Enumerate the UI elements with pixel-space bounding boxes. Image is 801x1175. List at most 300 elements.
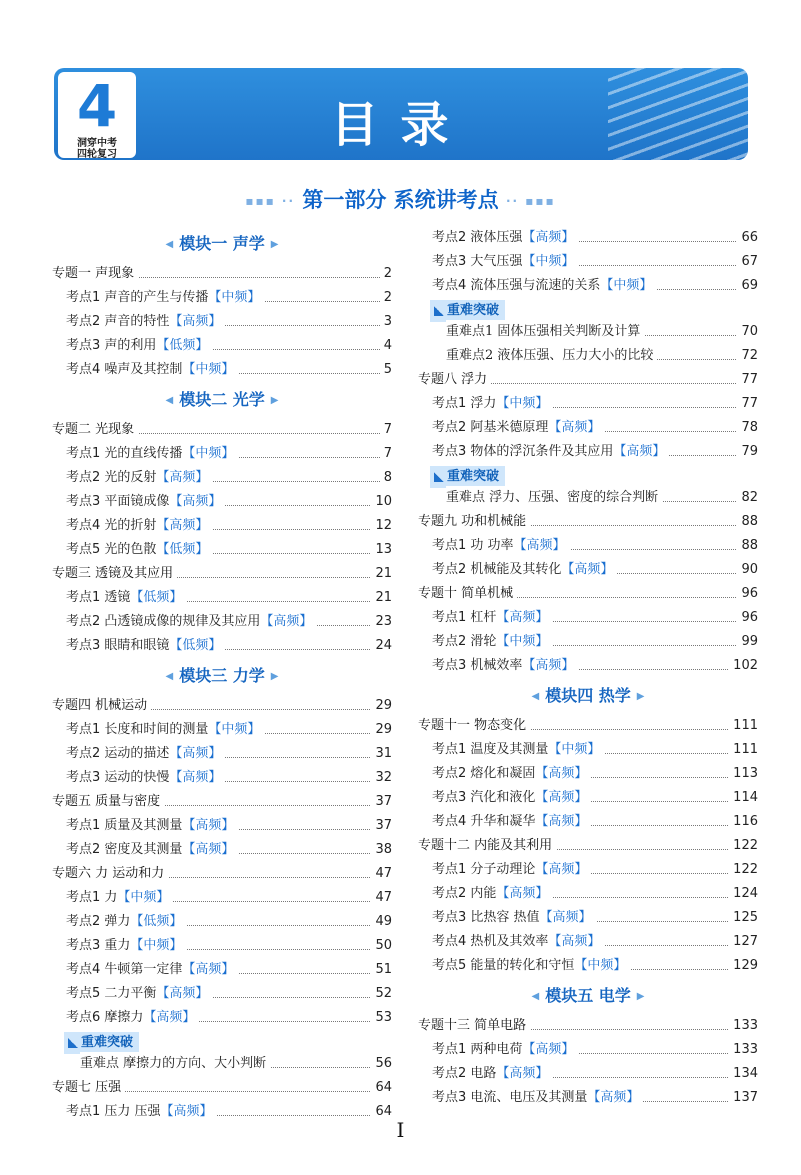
left-arrow-icon: ◀	[165, 670, 174, 682]
entry-page-number: 37	[371, 814, 392, 838]
frequency-tag: 【高频】	[535, 862, 588, 877]
entry-label	[432, 1062, 552, 1086]
entry-text: 考点1 分子动理论	[432, 862, 536, 877]
entry-page-number: 111	[729, 714, 758, 738]
entry-text: 考点1 杠杆	[432, 610, 497, 625]
toc-point-entry[interactable]	[418, 250, 758, 274]
toc-point-entry[interactable]	[418, 858, 758, 882]
right-arrow-icon: ▶	[636, 990, 645, 1002]
frequency-tag: 【高频】	[548, 934, 601, 949]
entry-label	[52, 790, 164, 814]
entry-text: 考点3 声的利用	[66, 338, 157, 353]
entry-label	[66, 538, 212, 562]
toc-point-entry[interactable]	[52, 910, 392, 934]
module-heading	[52, 382, 392, 418]
entry-label	[432, 630, 552, 654]
entry-text: 考点3 重力	[66, 938, 131, 953]
entry-label	[66, 442, 238, 466]
entry-page-number: 64	[371, 1100, 392, 1124]
entry-label	[66, 514, 212, 538]
entry-page-number: 31	[371, 742, 392, 766]
chart-icon	[434, 472, 444, 482]
frequency-tag: 【高频】	[169, 746, 222, 761]
toc-difficulty-entry[interactable]	[418, 320, 758, 344]
entry-page-number: 133	[729, 1014, 758, 1038]
entry-text: 考点2 滑轮	[432, 634, 497, 649]
entry-page-number: 90	[737, 558, 758, 582]
entry-text: 考点4 牛顿第一定律	[66, 962, 183, 977]
toc-topic-entry[interactable]	[418, 714, 758, 738]
entry-label	[52, 562, 177, 586]
entry-page-number: 69	[737, 274, 758, 298]
toc-point-entry[interactable]	[418, 906, 758, 930]
chart-icon	[68, 1038, 78, 1048]
toc-difficulty-entry[interactable]	[52, 1052, 392, 1076]
entry-label	[66, 286, 264, 310]
entry-text: 考点1 两种电荷	[432, 1042, 523, 1057]
entry-page-number: 134	[729, 1062, 758, 1086]
frequency-tag: 【高频】	[143, 1010, 196, 1025]
toc-point-entry[interactable]	[52, 586, 392, 610]
entry-text: 专题十一 物态变化	[418, 718, 527, 733]
entry-text: 考点1 温度及其测量	[432, 742, 549, 757]
toc-point-entry[interactable]	[52, 982, 392, 1006]
key-difficulty-label: 重难突破	[447, 469, 500, 484]
toc-point-entry[interactable]	[52, 490, 392, 514]
entry-text: 重难点 浮力、压强、密度的综合判断	[446, 490, 659, 505]
frequency-tag: 【高频】	[513, 538, 566, 553]
toc-point-entry[interactable]	[52, 634, 392, 658]
entry-label	[66, 634, 225, 658]
entry-label	[432, 762, 591, 786]
entry-text: 专题三 透镜及其应用	[52, 566, 174, 581]
toc-topic-entry[interactable]	[418, 510, 758, 534]
entry-label	[418, 1014, 530, 1038]
entry-label	[432, 274, 656, 298]
toc-point-entry[interactable]	[52, 1006, 392, 1030]
toc-point-entry[interactable]	[52, 886, 392, 910]
frequency-tag: 【中频】	[117, 890, 170, 905]
entry-page-number: 122	[729, 858, 758, 882]
toc-topic-entry[interactable]	[418, 368, 758, 392]
toc-topic-entry[interactable]	[418, 834, 758, 858]
entry-page-number: 77	[737, 368, 758, 392]
part-title: 第一部分 系统讲考点	[302, 188, 499, 212]
toc-point-entry[interactable]	[418, 654, 758, 678]
entry-page-number: 21	[371, 586, 392, 610]
frequency-tag: 【高频】	[587, 1090, 640, 1105]
entry-label	[66, 766, 225, 790]
frequency-tag: 【中频】	[496, 634, 549, 649]
toc-point-entry[interactable]	[52, 838, 392, 862]
entry-page-number: 99	[737, 630, 758, 654]
entry-page-number: 5	[380, 358, 392, 382]
toc-point-entry[interactable]	[418, 1038, 758, 1062]
frequency-tag: 【高频】	[561, 562, 614, 577]
entry-label	[52, 862, 168, 886]
entry-text: 考点3 汽化和液化	[432, 790, 536, 805]
toc-left-column	[52, 226, 392, 1124]
toc-topic-entry[interactable]	[52, 790, 392, 814]
key-difficulty-label: 重难突破	[447, 303, 500, 318]
entry-page-number: 38	[371, 838, 392, 862]
entry-text: 考点4 升华和凝华	[432, 814, 536, 829]
right-arrow-icon: ▶	[270, 670, 279, 682]
entry-text: 考点2 机械能及其转化	[432, 562, 562, 577]
frequency-tag: 【高频】	[535, 814, 588, 829]
entry-text: 考点1 声音的产生与传播	[66, 290, 209, 305]
key-difficulty-heading	[52, 1030, 392, 1052]
entry-label	[52, 418, 138, 442]
toc-topic-entry[interactable]	[52, 1076, 392, 1100]
entry-label	[446, 320, 644, 344]
toc-point-entry[interactable]	[52, 334, 392, 358]
toc-topic-entry[interactable]	[52, 862, 392, 886]
entry-page-number: 116	[729, 810, 758, 834]
entry-label	[66, 958, 238, 982]
entry-text: 专题十 简单机械	[418, 586, 514, 601]
entry-page-number: 88	[737, 534, 758, 558]
frequency-tag: 【高频】	[496, 1066, 549, 1081]
logo-text-1: 洞穿中考	[77, 138, 117, 149]
frequency-tag: 【高频】	[496, 886, 549, 901]
entry-text: 重难点2 液体压强、压力大小的比较	[446, 348, 654, 363]
module-heading	[418, 678, 758, 714]
entry-page-number: 113	[729, 762, 758, 786]
entry-text: 考点1 浮力	[432, 396, 497, 411]
entry-label	[66, 886, 173, 910]
frequency-tag: 【高频】	[496, 610, 549, 625]
toc-point-entry[interactable]	[52, 958, 392, 982]
toc-point-entry[interactable]	[52, 286, 392, 310]
module-heading	[52, 658, 392, 694]
frequency-tag: 【高频】	[522, 230, 575, 245]
entry-text: 考点2 运动的描述	[66, 746, 170, 761]
entry-text: 考点1 质量及其测量	[66, 818, 183, 833]
entry-text: 考点6 摩擦力	[66, 1010, 144, 1025]
entry-text: 考点1 透镜	[66, 590, 131, 605]
entry-page-number: 29	[371, 718, 392, 742]
entry-page-number: 125	[729, 906, 758, 930]
toc-point-entry[interactable]	[418, 416, 758, 440]
entry-page-number: 50	[371, 934, 392, 958]
module-heading	[52, 226, 392, 262]
toc-topic-entry[interactable]	[52, 694, 392, 718]
entry-text: 考点2 液体压强	[432, 230, 523, 245]
module-title: 模块二 光学	[179, 390, 265, 409]
entry-text: 考点2 凸透镜成像的规律及其应用	[66, 614, 261, 629]
entry-label	[52, 262, 138, 286]
entry-text: 专题十三 简单电路	[418, 1018, 527, 1033]
toc-point-entry[interactable]	[52, 358, 392, 382]
frequency-tag: 【高频】	[613, 444, 666, 459]
toc-point-entry[interactable]	[52, 766, 392, 790]
logo-text-2: 四轮复习	[77, 149, 117, 160]
toc-point-entry[interactable]	[418, 226, 758, 250]
entry-page-number: 24	[371, 634, 392, 658]
frequency-tag: 【低频】	[156, 542, 209, 557]
entry-label	[52, 694, 151, 718]
toc-point-entry[interactable]	[418, 558, 758, 582]
toc-point-entry[interactable]	[418, 738, 758, 762]
entry-page-number: 29	[371, 694, 392, 718]
key-difficulty-heading	[418, 298, 758, 320]
entry-page-number: 96	[737, 582, 758, 606]
frequency-tag: 【中频】	[496, 396, 549, 411]
entry-page-number: 133	[729, 1038, 758, 1062]
entry-label	[432, 558, 617, 582]
entry-text: 专题九 功和机械能	[418, 514, 527, 529]
entry-page-number: 102	[729, 654, 758, 678]
toc-topic-entry[interactable]	[52, 262, 392, 286]
entry-page-number: 137	[729, 1086, 758, 1110]
part-heading	[0, 184, 801, 214]
toc-right-column	[418, 226, 758, 1110]
key-difficulty-badge	[64, 1032, 139, 1054]
frequency-tag: 【低频】	[130, 914, 183, 929]
entry-label	[66, 490, 225, 514]
frequency-tag: 【高频】	[182, 962, 235, 977]
entry-page-number: 96	[737, 606, 758, 630]
entry-label	[66, 586, 186, 610]
entry-text: 考点3 电流、电压及其测量	[432, 1090, 588, 1105]
frequency-tag: 【高频】	[522, 658, 575, 673]
toc-point-entry[interactable]	[52, 742, 392, 766]
entry-label	[418, 582, 517, 606]
entry-label	[66, 718, 264, 742]
toc-point-entry[interactable]	[52, 310, 392, 334]
entry-text: 专题六 力 运动和力	[52, 866, 165, 881]
frequency-tag: 【中频】	[574, 958, 627, 973]
entry-label	[418, 368, 491, 392]
entry-label	[66, 982, 212, 1006]
toc-topic-entry[interactable]	[418, 582, 758, 606]
entry-page-number: 79	[737, 440, 758, 464]
frequency-tag: 【中频】	[548, 742, 601, 757]
entry-text: 考点5 光的色散	[66, 542, 157, 557]
frequency-tag: 【中频】	[522, 254, 575, 269]
left-arrow-icon: ◀	[165, 238, 174, 250]
entry-label	[432, 1038, 578, 1062]
entry-page-number: 4	[380, 334, 392, 358]
entry-text: 重难点 摩擦力的方向、大小判断	[80, 1056, 267, 1071]
entry-label	[66, 310, 225, 334]
entry-label	[432, 882, 552, 906]
entry-page-number: 23	[371, 610, 392, 634]
entry-page-number: 122	[729, 834, 758, 858]
entry-page-number: 67	[737, 250, 758, 274]
entry-text: 考点3 机械效率	[432, 658, 523, 673]
toc-point-entry[interactable]	[52, 538, 392, 562]
entry-page-number: 129	[729, 954, 758, 978]
entry-text: 考点4 光的折射	[66, 518, 157, 533]
entry-page-number: 127	[729, 930, 758, 954]
entry-label	[432, 606, 552, 630]
toc-topic-entry[interactable]	[52, 562, 392, 586]
frequency-tag: 【高频】	[182, 842, 235, 857]
frequency-tag: 【高频】	[169, 494, 222, 509]
entry-text: 考点5 二力平衡	[66, 986, 157, 1001]
frequency-tag: 【中频】	[182, 362, 235, 377]
toc-point-entry[interactable]	[52, 442, 392, 466]
entry-text: 考点4 流体压强与流速的关系	[432, 278, 601, 293]
logo-number: 4	[76, 72, 118, 140]
entry-page-number: 7	[380, 442, 392, 466]
entry-text: 考点2 熔化和凝固	[432, 766, 536, 781]
frequency-tag: 【中频】	[600, 278, 653, 293]
entry-label	[66, 934, 186, 958]
entry-text: 重难点1 固体压强相关判断及计算	[446, 324, 641, 339]
frequency-tag: 【高频】	[182, 818, 235, 833]
entry-page-number: 72	[737, 344, 758, 368]
entry-page-number: 52	[371, 982, 392, 1006]
toc-point-entry[interactable]	[418, 786, 758, 810]
frequency-tag: 【高频】	[156, 518, 209, 533]
entry-text: 考点3 运动的快慢	[66, 770, 170, 785]
entry-text: 考点1 光的直线传播	[66, 446, 183, 461]
frequency-tag: 【高频】	[169, 314, 222, 329]
module-title: 模块五 电学	[545, 986, 631, 1005]
entry-text: 专题七 压强	[52, 1080, 122, 1095]
entry-label	[66, 334, 212, 358]
toc-point-entry[interactable]	[418, 762, 758, 786]
toc-point-entry[interactable]	[418, 954, 758, 978]
entry-label	[418, 510, 530, 534]
entry-label	[432, 440, 669, 464]
entry-text: 考点1 功 功率	[432, 538, 514, 553]
entry-label	[432, 786, 591, 810]
entry-page-number: 56	[371, 1052, 392, 1076]
entry-label	[52, 1076, 125, 1100]
frequency-tag: 【高频】	[156, 470, 209, 485]
part-right-decoration: ·· ▪▪▪	[505, 194, 556, 208]
entry-label	[432, 810, 591, 834]
entry-page-number: 2	[380, 262, 392, 286]
left-arrow-icon: ◀	[531, 690, 540, 702]
entry-text: 专题四 机械运动	[52, 698, 148, 713]
entry-text: 考点1 长度和时间的测量	[66, 722, 209, 737]
entry-text: 考点2 电路	[432, 1066, 497, 1081]
entry-label	[432, 534, 570, 558]
frequency-tag: 【中频】	[130, 938, 183, 953]
entry-label	[432, 738, 604, 762]
frequency-tag: 【中频】	[208, 722, 261, 737]
toc-point-entry[interactable]	[52, 718, 392, 742]
toc-point-entry[interactable]	[418, 630, 758, 654]
entry-page-number: 78	[737, 416, 758, 440]
entry-text: 考点3 物体的浮沉条件及其应用	[432, 444, 614, 459]
toc-difficulty-entry[interactable]	[418, 344, 758, 368]
module-heading	[418, 978, 758, 1014]
entry-text: 考点2 声音的特性	[66, 314, 170, 329]
toc-point-entry[interactable]	[418, 392, 758, 416]
entry-text: 考点4 热机及其效率	[432, 934, 549, 949]
toc-point-entry[interactable]	[418, 534, 758, 558]
toc-topic-entry[interactable]	[418, 1014, 758, 1038]
entry-text: 专题二 光现象	[52, 422, 135, 437]
toc-topic-entry[interactable]	[52, 418, 392, 442]
frequency-tag: 【高频】	[522, 1042, 575, 1057]
entry-page-number: 64	[371, 1076, 392, 1100]
entry-label	[432, 858, 591, 882]
toc-point-entry[interactable]	[418, 1062, 758, 1086]
toc-point-entry[interactable]	[52, 934, 392, 958]
toc-point-entry[interactable]	[52, 466, 392, 490]
toc-point-entry[interactable]	[418, 930, 758, 954]
toc-point-entry[interactable]	[52, 610, 392, 634]
entry-page-number: 53	[371, 1006, 392, 1030]
entry-text: 专题五 质量与密度	[52, 794, 161, 809]
toc-point-entry[interactable]	[418, 882, 758, 906]
toc-point-entry[interactable]	[418, 274, 758, 298]
toc-point-entry[interactable]	[52, 514, 392, 538]
toc-point-entry[interactable]	[418, 440, 758, 464]
entry-page-number: 70	[737, 320, 758, 344]
entry-page-number: 10	[371, 490, 392, 514]
entry-page-number: 47	[371, 862, 392, 886]
entry-text: 考点2 密度及其测量	[66, 842, 183, 857]
right-arrow-icon: ▶	[636, 690, 645, 702]
entry-page-number: 82	[737, 486, 758, 510]
entry-text: 考点4 噪声及其控制	[66, 362, 183, 377]
entry-label	[66, 466, 212, 490]
entry-label	[66, 1006, 199, 1030]
entry-page-number: 2	[380, 286, 392, 310]
toc-point-entry[interactable]	[418, 810, 758, 834]
entry-label	[66, 610, 316, 634]
right-arrow-icon: ▶	[270, 394, 279, 406]
entry-text: 考点3 比热容 热值	[432, 910, 540, 925]
entry-page-number: 21	[371, 562, 392, 586]
entry-text: 专题一 声现象	[52, 266, 135, 281]
left-arrow-icon: ◀	[165, 394, 174, 406]
entry-label	[446, 486, 662, 510]
entry-page-number: 49	[371, 910, 392, 934]
page-number: I	[396, 1118, 405, 1142]
entry-label	[432, 1086, 643, 1110]
entry-page-number: 13	[371, 538, 392, 562]
right-arrow-icon: ▶	[270, 238, 279, 250]
entry-label	[432, 654, 578, 678]
entry-label	[66, 742, 225, 766]
entry-label	[80, 1052, 270, 1076]
toc-difficulty-entry[interactable]	[418, 486, 758, 510]
frequency-tag: 【高频】	[548, 420, 601, 435]
chart-icon	[434, 306, 444, 316]
left-arrow-icon: ◀	[531, 990, 540, 1002]
entry-label	[66, 358, 238, 382]
entry-text: 考点1 压力 压强	[66, 1104, 161, 1119]
toc-point-entry[interactable]	[418, 1086, 758, 1110]
entry-page-number: 51	[371, 958, 392, 982]
frequency-tag: 【低频】	[169, 638, 222, 653]
entry-label	[66, 838, 238, 862]
entry-text: 考点2 光的反射	[66, 470, 157, 485]
frequency-tag: 【中频】	[182, 446, 235, 461]
entry-label	[432, 906, 596, 930]
entry-page-number: 32	[371, 766, 392, 790]
entry-page-number: 3	[380, 310, 392, 334]
module-title: 模块三 力学	[179, 666, 265, 685]
entry-label	[418, 714, 530, 738]
entry-text: 考点2 阿基米德原理	[432, 420, 549, 435]
key-difficulty-badge	[430, 300, 505, 322]
frequency-tag: 【中频】	[208, 290, 261, 305]
toc-point-entry[interactable]	[418, 606, 758, 630]
entry-text: 考点3 平面镜成像	[66, 494, 170, 509]
toc-point-entry[interactable]	[52, 814, 392, 838]
entry-text: 考点2 弹力	[66, 914, 131, 929]
